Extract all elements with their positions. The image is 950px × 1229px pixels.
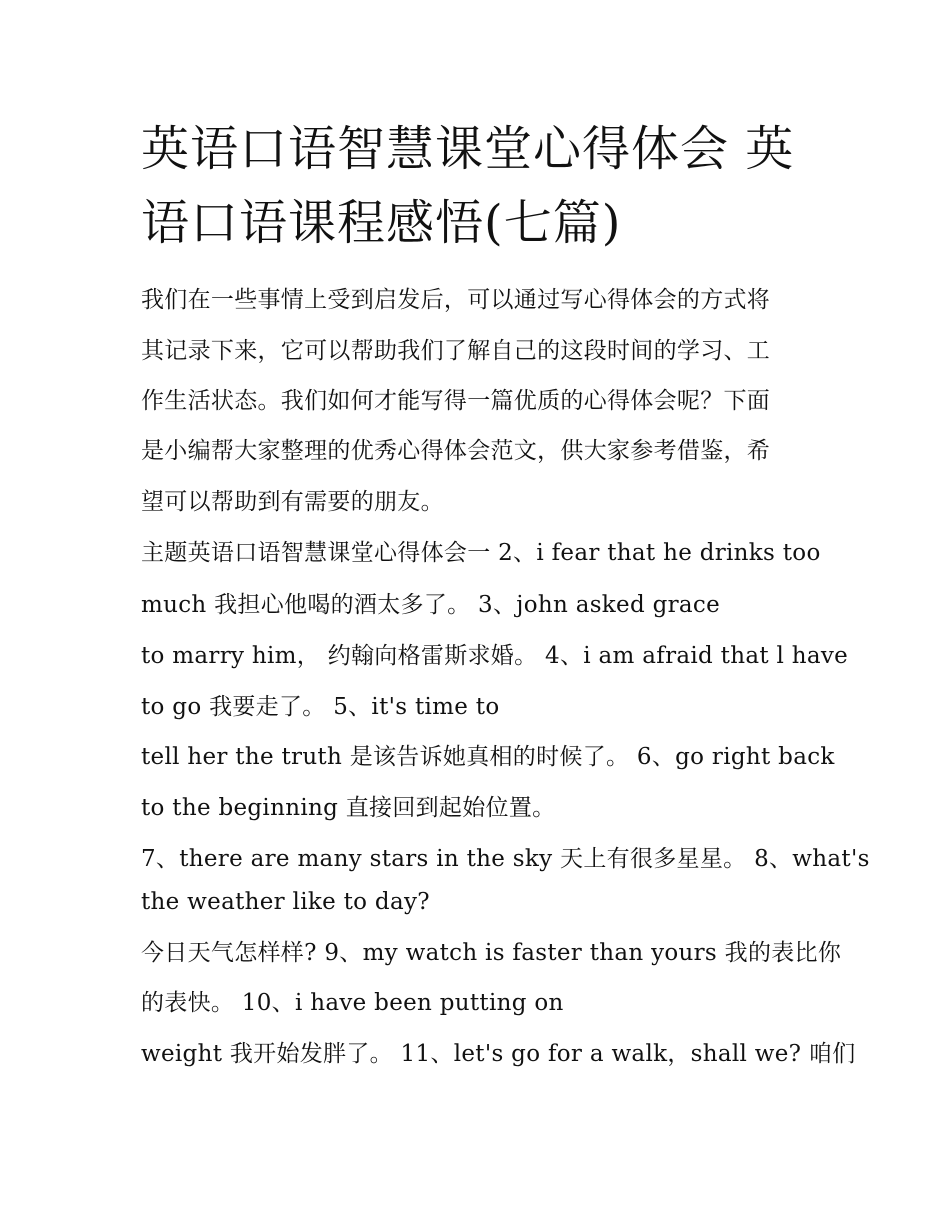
text-line: tell her the truth 是该告诉她真相的时候了。 6、go right back bbox=[141, 744, 835, 770]
document-title: 英语口语智慧课堂心得体会 英语口语课程感悟(七篇) bbox=[141, 121, 795, 251]
text-line: 主题英语口语智慧课堂心得体会一 2、i fear that he drinks too bbox=[141, 540, 821, 566]
text-line: to marry him， 约翰向格雷斯求婚。 4、i am afraid that l have bbox=[141, 643, 849, 669]
text-line: 今日天气怎样样? 9、my watch is faster than yours 我的表比你 bbox=[141, 940, 842, 966]
text-line: the weather like to day? bbox=[141, 889, 430, 915]
text-line: much 我担心他喝的酒太多了。 3、john asked grace bbox=[141, 592, 721, 618]
text-line: to go 我要走了。 5、it's time to bbox=[141, 694, 500, 720]
text-line: 7、there are many stars in the sky 天上有很多星星。 8、what's bbox=[141, 846, 870, 872]
text-line: weight 我开始发胖了。 11、let's go for a walk，shall we? 咱们 bbox=[141, 1041, 856, 1067]
text-line: 是小编帮大家整理的优秀心得体会范文，供大家参考借鉴，希 bbox=[141, 438, 771, 464]
text-line: to the beginning 直接回到起始位置。 bbox=[141, 795, 556, 821]
text-line: 我们在一些事情上受到启发后，可以通过写心得体会的方式将 bbox=[141, 287, 771, 313]
text-line: 望可以帮助到有需要的朋友。 bbox=[141, 489, 444, 515]
text-line: 的表快。 10、i have been putting on bbox=[141, 990, 564, 1016]
text-line: 其记录下来，它可以帮助我们了解自己的这段时间的学习、工 bbox=[141, 338, 771, 364]
text-line: 作生活状态。我们如何才能写得一篇优质的心得体会呢？下面 bbox=[141, 388, 771, 414]
